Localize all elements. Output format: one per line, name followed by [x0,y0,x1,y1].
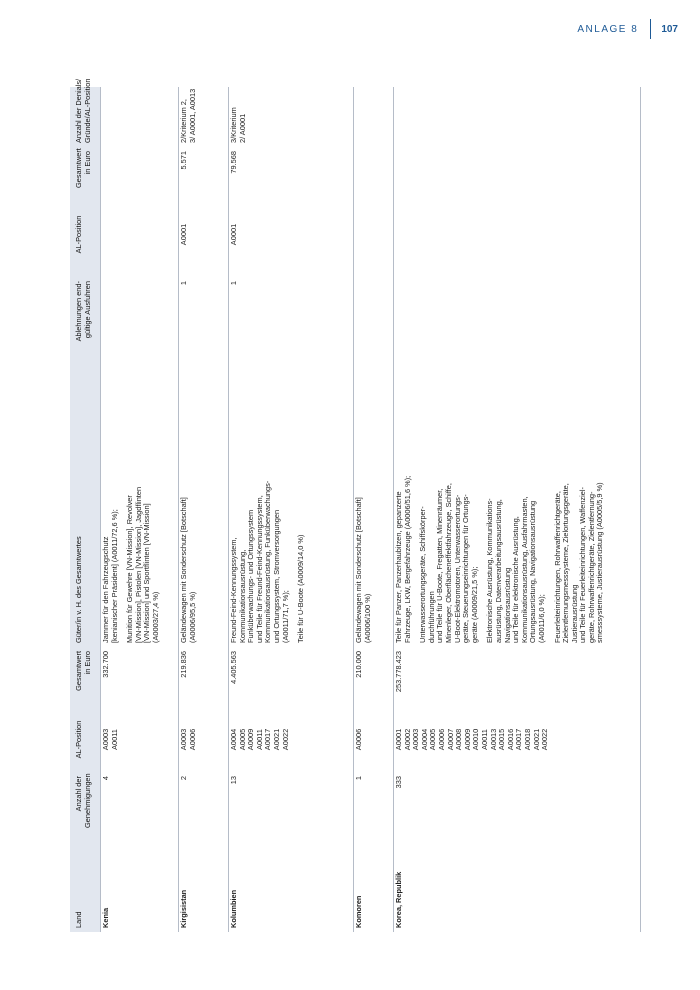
denial-al-cell: A0001 [179,223,188,246]
rotated-table [70,78,640,932]
al-position-cell: A0001 A0002 A0003 A0004 A0005 A0006 A0007 A0008 A0009 A0010 A0011 A0013 A0015 A0016 A0017 A0018 A0021 A0022 [394,728,550,751]
goods-cell [228,377,353,647]
denial-reasons-cell [100,87,178,147]
goods-paragraph: Freund-Feind-Kennungssystem, Kommunikationsausrüstung, Funküberwachungs- und Ortungssystem und Teile für Freund-Feind-Kennungssystem, Kommunikationsausrüstung, Funküberwachungs- und Ortungssystem, Stromversorgungen (A0011/71,7 %); [229,480,290,643]
al-position-cell: A0004 A0005 A0009 A0011 A0017 A0021 A0022 [229,728,290,751]
header-col-denials: Ablehnungen end- gültige Ausfuhren [74,281,92,342]
table-header [70,78,100,932]
denials-cell: 1 [229,281,238,286]
row-divider [228,87,229,932]
denials-cell: 1 [179,281,188,286]
page-header [577,18,678,40]
denial-value-cell: 5.571 [179,151,188,170]
goods-cell [100,377,178,647]
table-row [228,87,353,932]
row-divider [640,87,641,932]
count-cell: 1 [354,776,363,781]
header-divider [650,19,651,39]
goods-paragraph: Munition für Gewehre [VN-Mission], Revolver [VN-Mission], Pistolen [VN-Mission], Jagdflinten [VN-Mission] und Sportflinten [VN-Mission] (A0003/27,4 %) [125,486,160,643]
goods-cell [178,377,228,647]
header-col-denial-value: Gesamtwert in Euro [74,148,92,188]
denial-reasons-cell: 2/Kriterium 2, 3/ A0001, A0013 [179,88,197,143]
goods-paragraph: Geländewagen mit Sonderschutz [Botschaft] (A0006/100 %) [354,497,372,643]
total-value-cell: 210.000 [354,651,363,678]
denial-al-cell [353,192,393,277]
total-value-cell: 253.778.423 [394,651,403,693]
denials-cell [100,277,178,377]
goods-paragraph: Jammer für den Fahrzeugschutz [kenianischer Präsident] (A0011/72,6 %); [101,509,119,643]
al-position-cell: A0003 A0006 [179,728,197,751]
header-col-al-position: AL-Position [74,720,83,759]
denial-al-cell: A0001 [229,223,238,246]
goods-cell [393,377,640,647]
header-col-land: Land [74,911,83,928]
denial-value-cell [100,147,178,192]
header-col-denial-reasons: Anzahl der Denials/ Gründe/AL-Position [74,78,92,143]
country-cell: Komoren [354,895,363,928]
al-position-cell: A0003 A0011 [101,728,119,751]
goods-paragraph: Feuerleiteinrichtungen, Rohrwaffenrichtgeräte, Zielentfernungsmesssysteme, Zielortungsgeräte, Justierausrüstung und Teile für Feuerleiteinrichtungen, Waffenziel- geräte, Rohrwaffenrichtgeräte, Zielentfernung- smesssysteme, Justierausrüstung (A0005/5,9 %) [552,482,605,643]
denial-value-cell [353,147,393,192]
row-divider [353,87,354,932]
header-col-total: Gesamtwert in Euro [74,651,92,691]
denial-reasons-cell [353,87,393,147]
country-cell: Kenia [101,907,110,928]
header-col-denial-al: AL-Position [74,215,83,254]
row-divider [100,87,101,932]
header-col-goods: Güter/in v. H. des Gesamtwertes [74,536,83,643]
country-cell: Kirgisistan [179,889,188,928]
table-row [353,87,393,932]
annex-label: ANLAGE 8 [577,23,639,35]
country-cell: Kolumbien [229,889,238,928]
row-divider [393,87,394,932]
denial-value-cell [393,147,640,192]
denial-al-cell [100,192,178,277]
total-value-cell: 332.700 [101,651,110,678]
goods-paragraph: Teile für Panzer, Panzerhaubitzen, gepanzerte Fahrzeuge, LKW, Bergefahrzeuge (A0006/51,6 %); [394,475,412,643]
denials-cell [353,277,393,377]
denial-value-cell: 79.568 [229,151,238,174]
count-cell: 2 [179,776,188,781]
al-position-cell: A0006 [354,728,363,751]
table-row [100,87,178,932]
country-cell: Korea, Republik [394,871,403,928]
count-cell: 13 [229,776,238,785]
denial-reasons-cell [393,87,640,147]
header-col-count: Anzahl der Genehmigungen [74,773,92,828]
goods-cell [353,377,393,647]
count-cell: 4 [101,776,110,781]
table-row [393,87,640,932]
page-number: 107 [661,23,678,35]
denials-cell [393,277,640,377]
denial-al-cell [393,192,640,277]
table-row [178,87,228,932]
goods-paragraph: Unterwasserortungsgeräte, Schiffskörper- durchführungen und Teile für U-Boote, Fregatten, Minenräumer, Minenleger, Oberflächeneffektfahrzeuge, Schiffe, U-Boot-Elektromotoren, Unterwasserortungs- geräte, Steuerungseinrichtungen für Ortungs- geräte (A0009/21,5 %); [418,483,479,643]
goods-paragraph: Teile für U-Boote (A0009/14,0 %) [296,534,306,643]
count-cell: 333 [394,776,403,789]
total-value-cell: 219.836 [179,651,188,678]
denial-reasons-cell: 3/Kriterium 2/ A0001 [229,107,247,143]
row-divider [178,87,179,932]
goods-paragraph: Geländewagen mit Sonderschutz [Botschaft] (A0006/95,5 %) [179,497,197,643]
goods-paragraph: Elektronische Ausrüstung, Kommunikations- ausrüstung, Datenverarbeitungsausrüstung, Navigationsausrüstung und Teile für elektronische Ausrüstung, Kommunikationsausrüstung, Ausfahrmasten, Ortungsausrüstung, Navigationsausrüstung (A0011/6,0 %); [485,496,546,643]
total-value-cell: 4.405.563 [229,651,238,684]
